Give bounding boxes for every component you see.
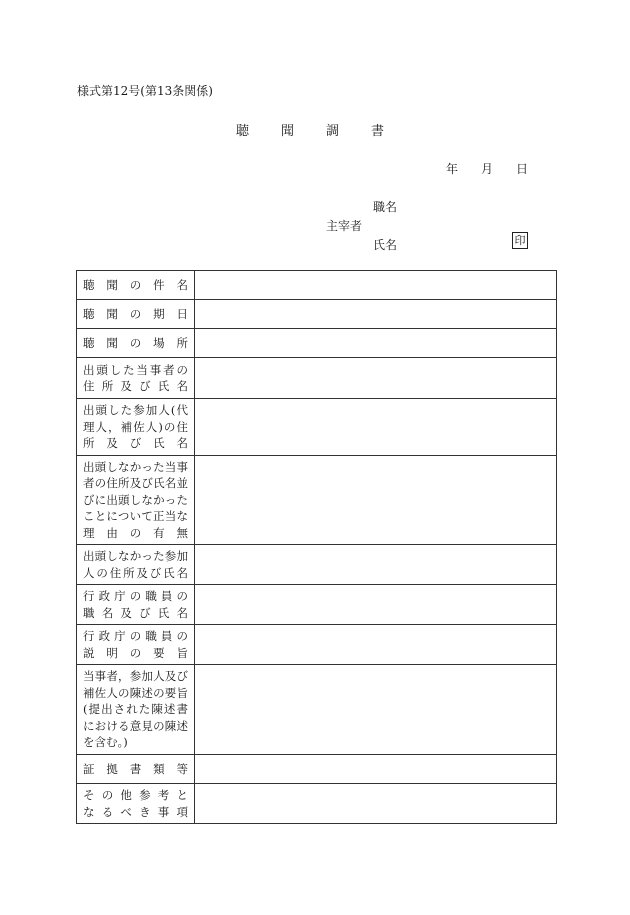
table-row: [77, 585, 557, 625]
seal-stamp: 印: [512, 232, 528, 249]
row-label: 聴聞の件名: [77, 271, 195, 300]
name-label: 氏名: [373, 238, 398, 252]
date-year-label: 年: [446, 162, 459, 176]
row-label: 出頭した参加人(代 理人，補佐人)の住 所及び氏名: [77, 399, 195, 456]
row-label: 行政庁の職員の 説明の要旨: [77, 625, 195, 665]
row-value-field[interactable]: [195, 271, 557, 300]
hearing-record-table: [76, 270, 557, 824]
title-char: 調: [326, 124, 340, 139]
table-row: [77, 455, 557, 545]
table-row: [77, 755, 557, 784]
row-label: 出頭しなかった参加 人の住所及び氏名: [77, 545, 195, 585]
table-row: [77, 665, 557, 755]
row-value-field[interactable]: [195, 455, 557, 545]
date-month-label: 月: [481, 162, 494, 176]
row-value-field[interactable]: [195, 585, 557, 625]
title-char: 聞: [281, 124, 295, 139]
form-number: 様式第12号(第13条関係): [77, 84, 213, 98]
table-row: [77, 329, 557, 358]
table-row: [77, 625, 557, 665]
row-value-field[interactable]: [195, 665, 557, 755]
row-value-field[interactable]: [195, 329, 557, 358]
row-value-field[interactable]: [195, 358, 557, 399]
presider-label: 主宰者: [326, 219, 363, 233]
row-label: 聴聞の期日: [77, 300, 195, 329]
date-day-label: 日: [516, 162, 529, 176]
table-row: [77, 271, 557, 300]
document-title: [236, 120, 416, 139]
title-char: 書: [371, 124, 385, 139]
table-row: [77, 545, 557, 585]
row-value-field[interactable]: [195, 300, 557, 329]
row-label: 当事者，参加人及び 補佐人の陳述の要旨 (提出された陳述書 における意見の陳述 を含む。): [77, 665, 195, 755]
row-label: 行政庁の職員の 職名及び氏名: [77, 585, 195, 625]
row-label: 出頭しなかった当事 者の住所及び氏名並 びに出頭しなかった ことについて正当な 理由の有無: [77, 455, 195, 545]
row-label: その他参考と なるべき事項: [77, 784, 195, 824]
position-label: 職名: [373, 200, 398, 214]
row-value-field[interactable]: [195, 625, 557, 665]
table-row: [77, 358, 557, 399]
row-label: 証拠書類等: [77, 755, 195, 784]
row-label: 出頭した当事者の 住所及び氏名: [77, 358, 195, 399]
row-value-field[interactable]: [195, 399, 557, 456]
table-row: [77, 784, 557, 824]
title-char: 聴: [236, 124, 250, 139]
row-value-field[interactable]: [195, 784, 557, 824]
row-value-field[interactable]: [195, 755, 557, 784]
table-row: [77, 300, 557, 329]
table-row: [77, 399, 557, 456]
row-label: 聴聞の場所: [77, 329, 195, 358]
row-value-field[interactable]: [195, 545, 557, 585]
